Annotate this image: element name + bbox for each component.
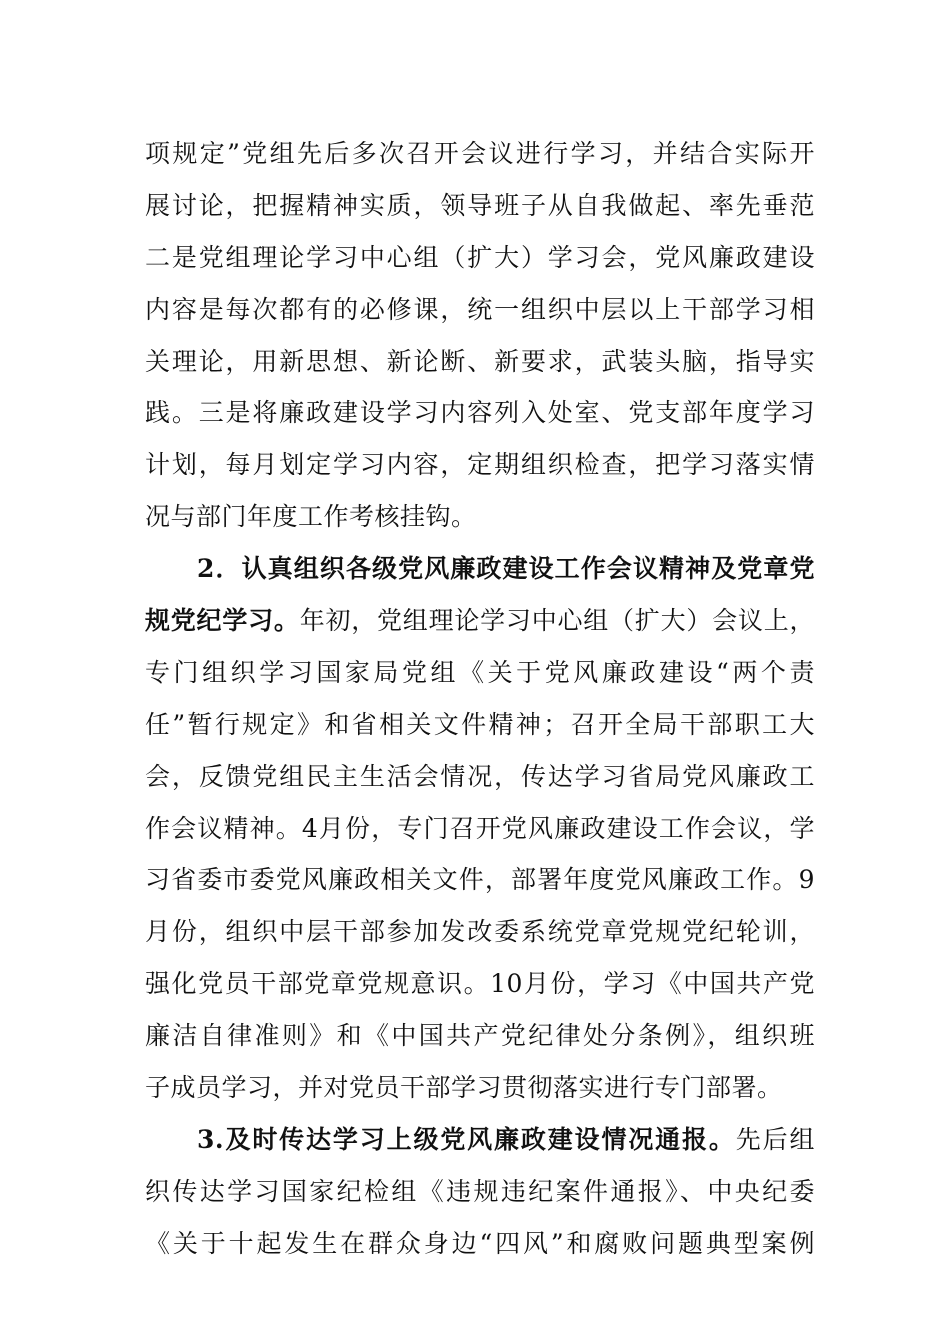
- paragraph-line: 践。三是将廉政建设学习内容列入处室、党支部年度学习: [145, 398, 815, 428]
- paragraph-line: 廉洁自律准则》和《中国共产党纪律处分条例》，组织班: [145, 1021, 815, 1051]
- paragraph-line: 《关于十起发生在群众身边“四风”和腐败问题典型案例: [145, 1228, 815, 1258]
- section-3-text: 先后组: [735, 1124, 815, 1154]
- paragraph-line: 计划，每月划定学习内容，定期组织检查，把学习落实情: [145, 450, 815, 480]
- paragraph-line: 强化党员干部党章党规意识。10月份，学习《中国共产党: [145, 969, 815, 999]
- paragraph-line: 项规定”党组先后多次召开会议进行学习，并结合实际开: [145, 139, 815, 168]
- paragraph-line: 二是党组理论学习中心组（扩大）学习会，党风廉政建设: [145, 242, 815, 272]
- paragraph-line: 任”暂行规定》和省相关文件精神；召开全局干部职工大: [145, 709, 815, 739]
- section-2-text: 年初，党组理论学习中心组（扩大）会议上，: [299, 606, 815, 636]
- paragraph-line: 况与部门年度工作考核挂钩。: [145, 502, 477, 532]
- paragraph-line: 内容是每次都有的必修课，统一组织中层以上干部学习相: [145, 294, 815, 324]
- paragraph-line: 习省委市委党风廉政相关文件，部署年度党风廉政工作。9: [145, 865, 815, 895]
- paragraph-line: 关理论，用新思想、新论断、新要求，武装头脑，指导实: [145, 346, 815, 376]
- body-text: [145, 128, 815, 1270]
- paragraph-line: 织传达学习国家纪检组《违规违纪案件通报》、中央纪委: [145, 1176, 815, 1206]
- section-2-heading: 2．认真组织各级党风廉政建设工作会议精神及党章党: [197, 554, 815, 584]
- section-2-heading-end: 规党纪学习。: [145, 606, 300, 636]
- paragraph-line: 子成员学习，并对党员干部学习贯彻落实进行专门部署。: [145, 1073, 783, 1103]
- section-3-heading: 3.及时传达学习上级党风廉政建设情况通报。: [197, 1124, 736, 1154]
- paragraph-line: 专门组织学习国家局党组《关于党风廉政建设“两个责: [145, 657, 815, 687]
- paragraph-line: 展讨论，把握精神实质，领导班子从自我做起、率先垂范: [145, 190, 815, 220]
- paragraph-line: 月份，组织中层干部参加发改委系统党章党规党纪轮训，: [145, 917, 815, 947]
- paragraph-line: [145, 595, 815, 647]
- paragraph-line: [145, 1114, 815, 1166]
- paragraph-line: 作会议精神。4月份，专门召开党风廉政建设工作会议，学: [145, 813, 815, 843]
- paragraph-line: 会，反馈党组民主生活会情况，传达学习省局党风廉政工: [145, 761, 815, 791]
